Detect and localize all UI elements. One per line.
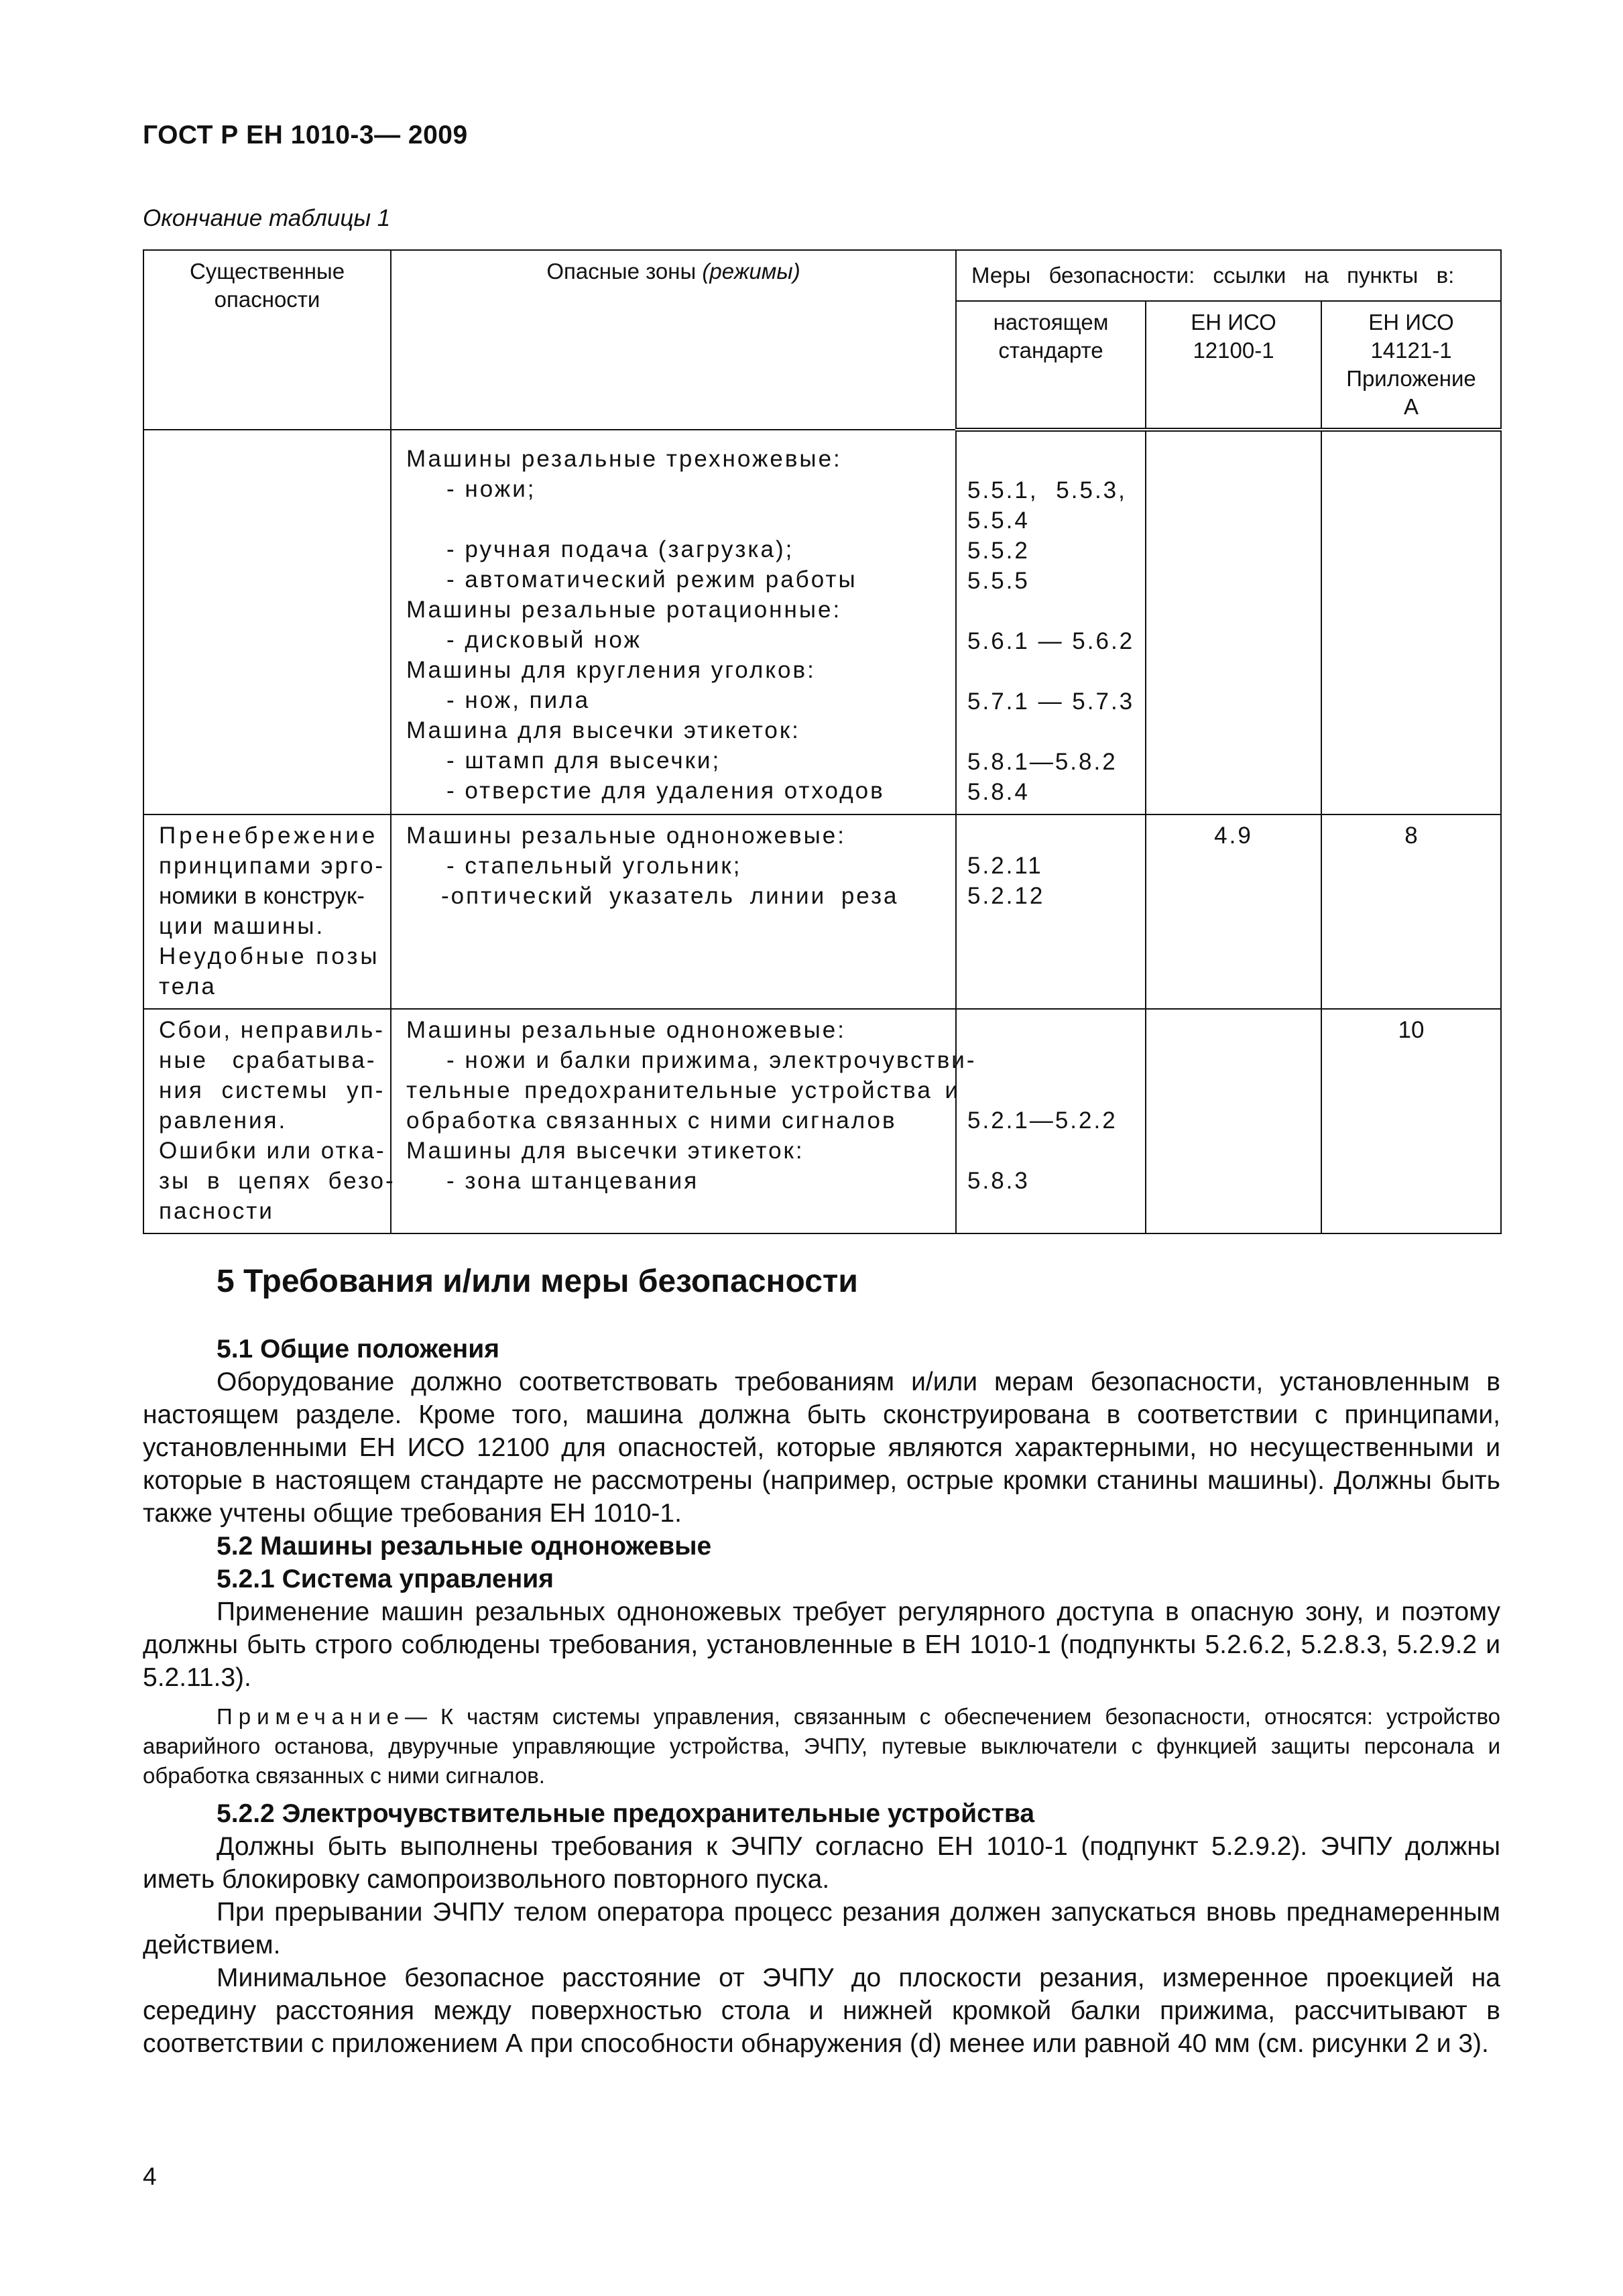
subheader-this-standard: настоящем стандарте bbox=[956, 301, 1146, 430]
hazard-cell bbox=[143, 430, 391, 814]
document-header: ГОСТ Р ЕН 1010-3— 2009 bbox=[143, 121, 468, 149]
note-label: Примечание bbox=[217, 1704, 406, 1729]
refs-cell: 5.2.11 5.2.12 bbox=[956, 814, 1146, 1009]
page-number: 4 bbox=[143, 2163, 157, 2190]
table-caption: Окончание таблицы 1 bbox=[143, 205, 391, 231]
hazard-cell: Пренебрежение принципами эрго- номики в конструк- ции машины. Неудобные позы тела bbox=[143, 814, 391, 1009]
refs-cell: 5.5.1, 5.5.3, 5.5.4 5.5.2 5.5.5 5.6.1 — 5.6.2 5.7.1 — 5.7.3 5.8.1—5.8.2 5.8.4 bbox=[956, 430, 1146, 814]
hazards-table bbox=[143, 249, 1502, 1234]
section-5-2-2-para-2: При прерывании ЭЧПУ телом оператора процесс резания должен запускаться вновь преднамеренным действием. bbox=[143, 1898, 1500, 1959]
section-5-2-2-heading: 5.2.2 Электрочувствительные предохранительные устройства bbox=[217, 1799, 1035, 1828]
iso12100-cell bbox=[1146, 430, 1321, 814]
col-header-measures: Меры безопасности: ссылки на пункты в: bbox=[956, 250, 1501, 301]
iso14121-cell: 10 bbox=[1321, 1009, 1501, 1233]
table-row bbox=[143, 1009, 1501, 1233]
iso14121-cell bbox=[1321, 430, 1501, 814]
section-5-1-heading: 5.1 Общие положения bbox=[217, 1335, 499, 1364]
section-5-2-1-heading: 5.2.1 Система управления bbox=[217, 1565, 554, 1593]
zones-cell: Машины резальные одноножевые: - стапельный угольник; -оптический указатель линии реза bbox=[391, 814, 956, 1009]
section-5-2-heading: 5.2 Машины резальные одноножевые bbox=[217, 1532, 712, 1561]
section-5-2-1-text: Применение машин резальных одноножевых требует регулярного доступа в опасную зону, и поэтому должны быть строго соблюдены требования, установленные в ЕН 1010-1 (подпункты 5.2.6.2, 5.2.8.3, 5.2.9.2 и 5.2.11.3). bbox=[143, 1597, 1500, 1692]
section-5-1-text: Оборудование должно соответствовать требованиям и/или мерам безопасности, установленным в настоящем разделе. Кроме того, машина должна быть сконструирована в соответствии с принципами, установленными ЕН ИСО 12100 для опасностей, которые являются характерными, но несущественными и которые в настоящем стандарте не рассмотрены (например, острые кромки станины машины). Должны быть также учтены общие требования ЕН 1010-1. bbox=[143, 1368, 1500, 1528]
note-text: — К частям системы управления, связанным с обеспечением безопасности, относятся: устройство аварийного останова, двуручные управляющие устройства, ЭЧПУ, путевые выключатели с функцией защиты персонала и обработка связанных с ними сигналов. bbox=[143, 1704, 1500, 1788]
col-header-zones: Опасные зоны (режимы) bbox=[391, 250, 956, 430]
subheader-iso-14121: ЕН ИСО 14121-1 Приложение А bbox=[1321, 301, 1501, 430]
table-row bbox=[143, 430, 1501, 814]
refs-cell: 5.2.1—5.2.2 5.8.3 bbox=[956, 1009, 1146, 1233]
zones-cell: Машины резальные одноножевые: - ножи и балки прижима, электрочувстви- тельные предохранительные устройства и обработка связанных с ними сигналов Машины для высечки этикеток: - зона штанцевания bbox=[391, 1009, 956, 1233]
note bbox=[143, 1702, 1500, 1791]
section-5-body bbox=[143, 1333, 1500, 2060]
col-header-hazards: Существенные опасности bbox=[143, 250, 391, 430]
iso14121-cell: 8 bbox=[1321, 814, 1501, 1009]
hazard-cell: Сбои, неправиль- ные срабатыва- ния системы уп- равления. Ошибки или отка- зы в цепях безо- пасности bbox=[143, 1009, 391, 1233]
section-5-heading: 5 Требования и/или меры безопасности bbox=[217, 1264, 858, 1299]
zones-cell: Машины резальные трехножевые: - ножи; - ручная подача (загрузка); - автоматический режим работы Машины резальные ротационные: - дисковый нож Машины для кругления уголков: - нож, пила Машина для высечки этикеток: - штамп для высечки; - отверстие для удаления отходов bbox=[391, 430, 956, 814]
section-5-2-2-para-1: Должны быть выполнены требования к ЭЧПУ согласно ЕН 1010-1 (подпункт 5.2.9.2). ЭЧПУ должны иметь блокировку самопроизвольного повторного пуска. bbox=[143, 1832, 1500, 1894]
iso12100-cell bbox=[1146, 1009, 1321, 1233]
table-row bbox=[143, 814, 1501, 1009]
subheader-iso-12100: ЕН ИСО 12100-1 bbox=[1146, 301, 1321, 430]
section-5-2-2-para-3: Минимальное безопасное расстояние от ЭЧПУ до плоскости резания, измеренное проекцией на середину расстояния между поверхностью стола и нижней кромкой балки прижима, рассчитывают в соответствии с приложением А при способности обнаружения (d) менее или равной 40 мм (см. рисунки 2 и 3). bbox=[143, 1963, 1500, 2058]
iso12100-cell: 4.9 bbox=[1146, 814, 1321, 1009]
